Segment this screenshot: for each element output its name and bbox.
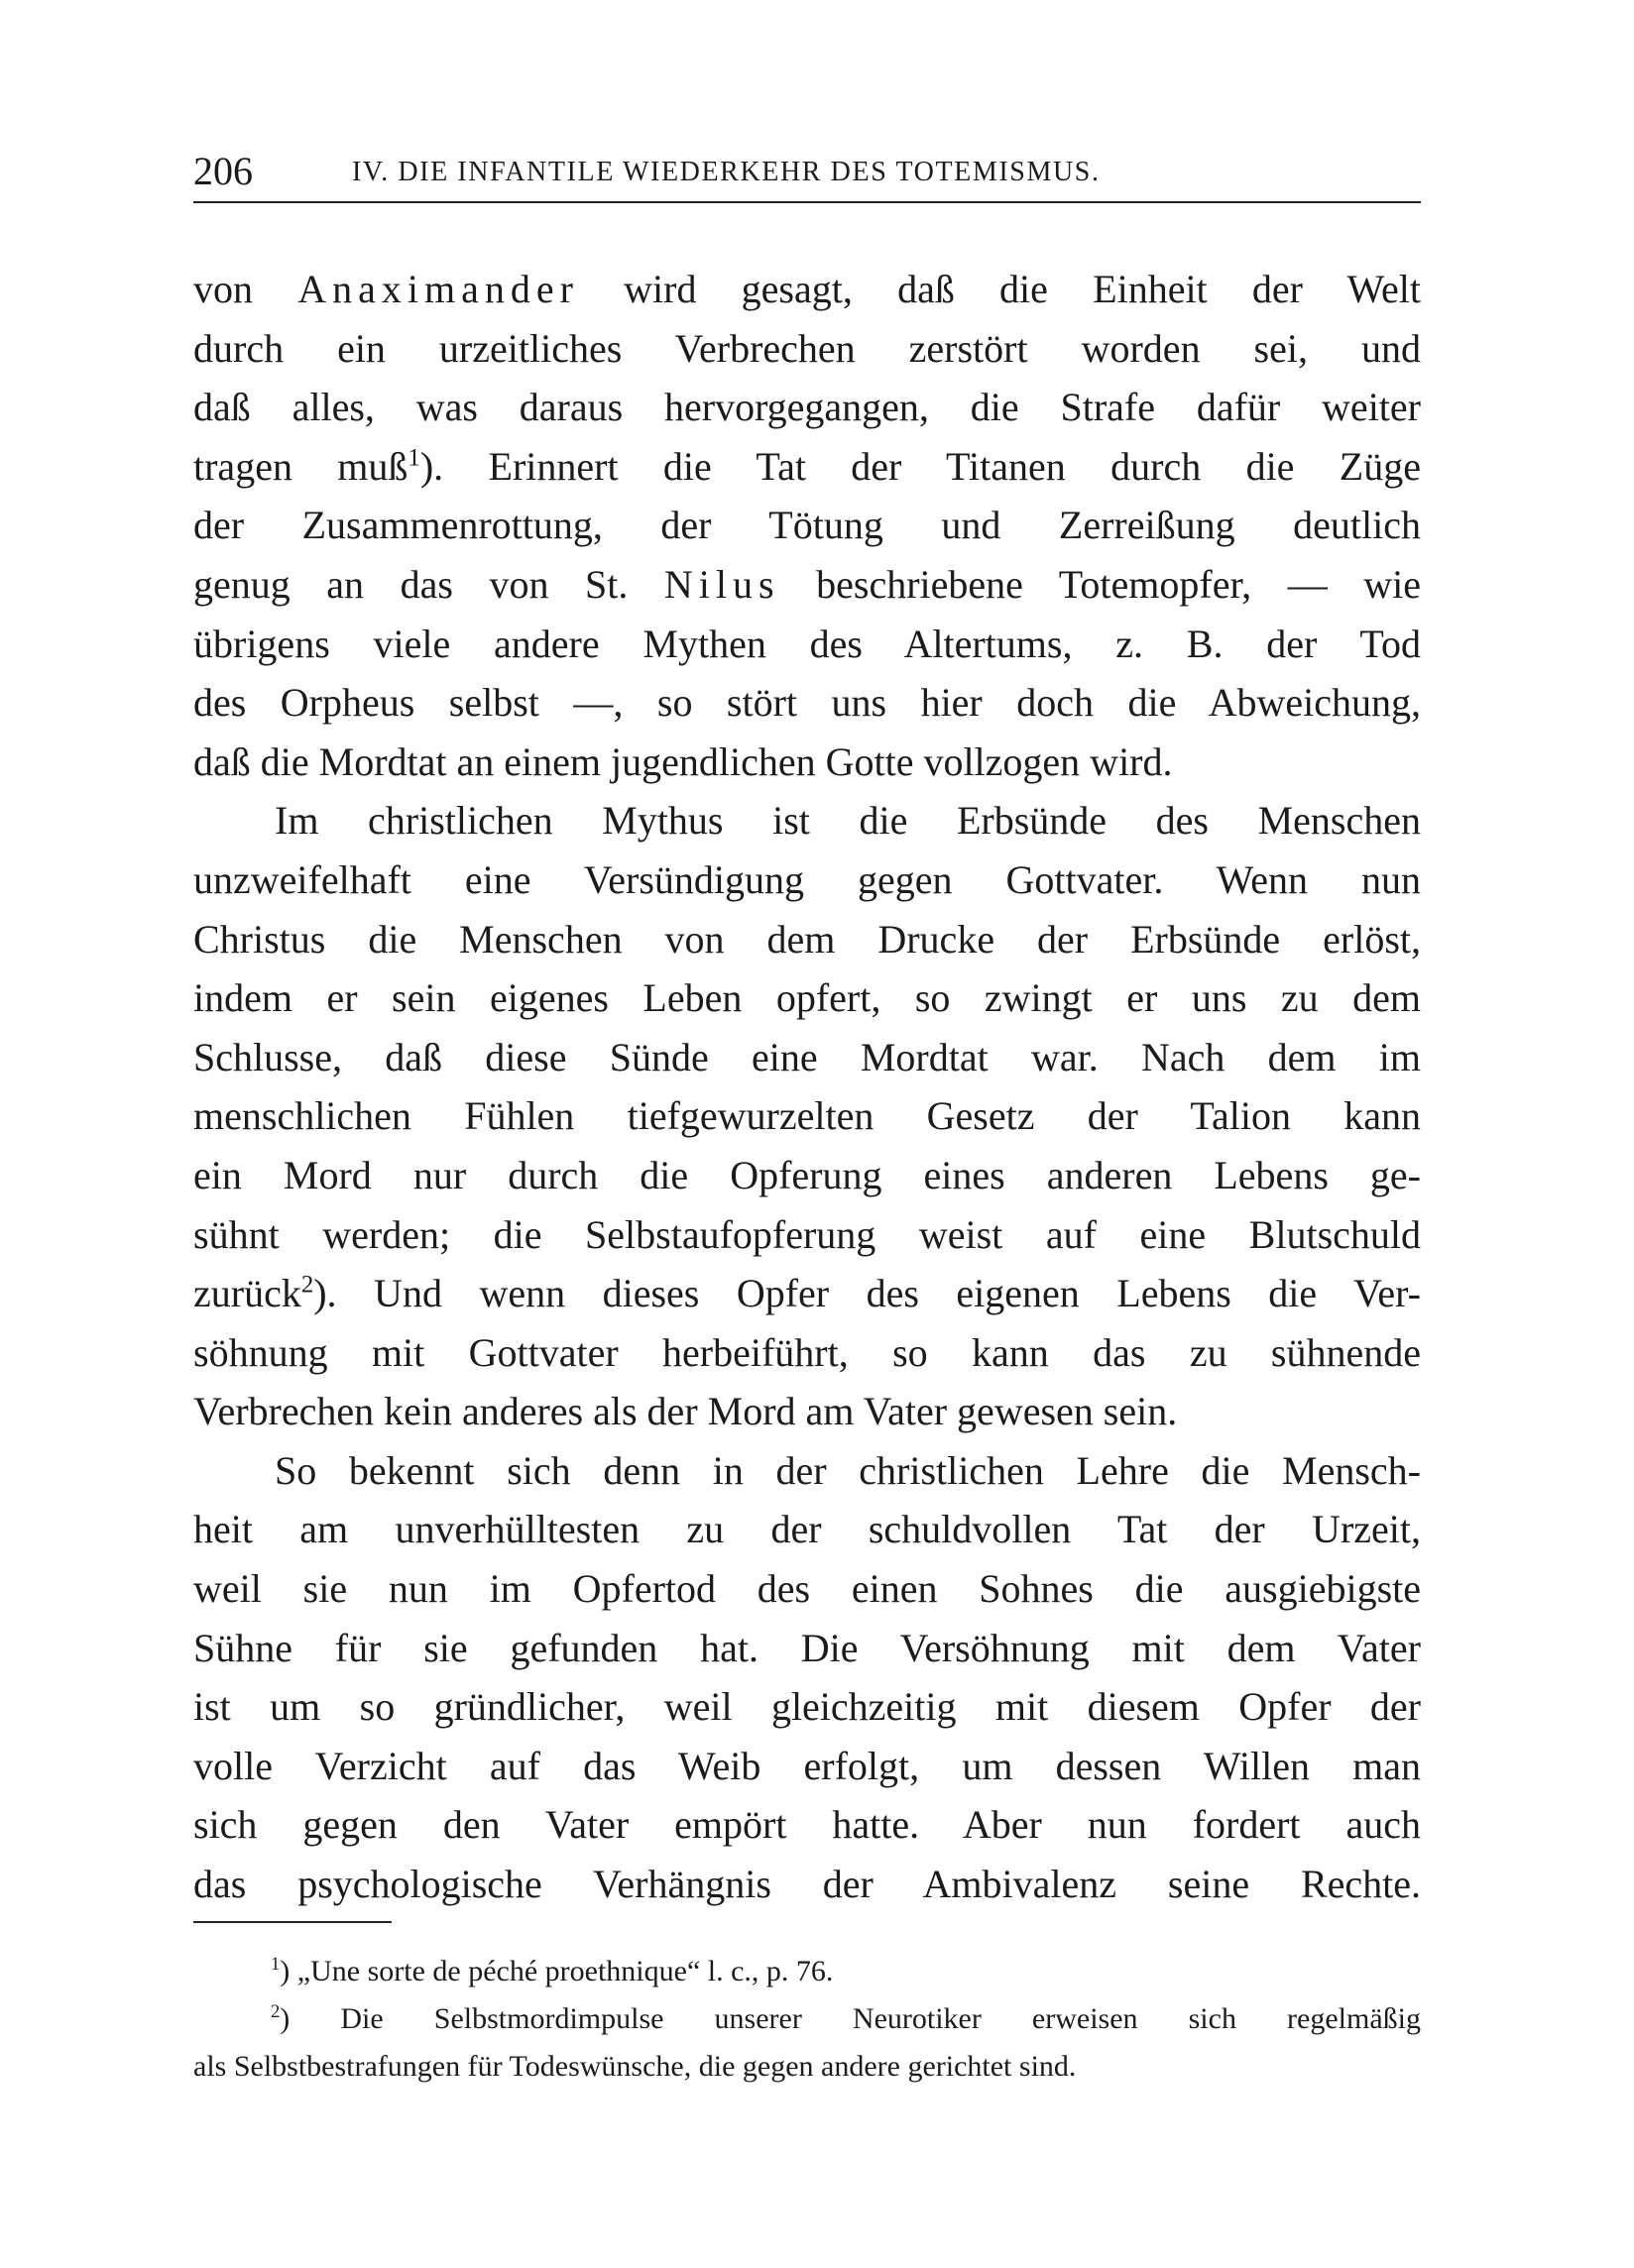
footnote-2: $^2$) Die Selbstmordimpulse unserer Neurotiker erweisen sich regelmäßig xyxy=(271,2001,1421,2035)
page-number: 206 xyxy=(193,149,253,193)
text-line: daß alles, was daraus hervorgegangen, die Strafe dafür weiter xyxy=(193,385,1421,430)
text-line: das psychologische Verhängnis der Ambivalenz seine Rechte. xyxy=(193,1862,1421,1907)
header-rule xyxy=(193,201,1421,203)
text-line: Christus die Menschen von dem Drucke der Erbsünde erlöst, xyxy=(193,916,1421,962)
footnote-2-continuation: als Selbstbestrafungen für Todeswünsche, die gegen andere gerichtet sind. xyxy=(193,2050,1077,2083)
text-line: sühnt werden; die Selbstaufopferung weist auf eine Blutschuld xyxy=(193,1211,1421,1257)
text-line: übrigens viele andere Mythen des Altertums, z. B. der Tod xyxy=(193,621,1421,666)
paragraph-start: So bekennt sich denn in der christlichen Lehre die Mensch- xyxy=(275,1447,1421,1493)
footnote-ref-2: 2 xyxy=(300,1271,314,1299)
text-line: volle Verzicht auf das Weib erfolgt, um dessen Willen man xyxy=(193,1743,1421,1788)
text-line: Verbrechen kein anderes als der Mord am Vater gewesen sein. xyxy=(193,1389,1178,1434)
text-line: genug an das von St. Nilus beschriebene Totemopfer, — wie xyxy=(193,561,1422,607)
paragraph-start: Im christlichen Mythus ist die Erbsünde des Menschen xyxy=(275,798,1421,844)
footnote-1: $^1$) „Une sorte de péché proethnique“ l. c., p. 76. xyxy=(271,1954,834,1987)
text-line: zurück$^2$). Und wenn dieses Opfer des eigenen Lebens die Ver- xyxy=(193,1271,1421,1316)
footnote-ref-1: 1 xyxy=(408,444,420,472)
text-line: sich gegen den Vater empört hatte. Aber nun fordert auch xyxy=(193,1802,1421,1848)
text-line: söhnung mit Gottvater herbeiführt, so kann das zu sühnende xyxy=(193,1329,1421,1375)
text-line: ist um so gründlicher, weil gleichzeitig mit diesem Opfer der xyxy=(193,1684,1421,1730)
spaced-name-anaximander: Anaximander xyxy=(297,267,579,311)
text-line: der Zusammenrottung, der Tötung und Zerreißung deutlich xyxy=(193,503,1421,548)
text-line: Sühne für sie gefunden hat. Die Versöhnung mit dem Vater xyxy=(193,1625,1421,1670)
footnote-rule xyxy=(193,1921,392,1923)
text-line: indem er sein eigenes Leben opfert, so zwingt er uns zu dem xyxy=(193,975,1421,1021)
footnote-marker-2: 2 xyxy=(271,2001,281,2022)
body-text xyxy=(193,260,1421,1914)
page-header xyxy=(193,147,1421,196)
text-line: weil sie nun im Opfertod des einen Sohnes die ausgiebigste xyxy=(193,1566,1421,1612)
text-line: durch ein urzeitliches Verbrechen zerstört worden sei, und xyxy=(193,325,1421,371)
text-line: menschlichen Fühlen tiefgewurzelten Gesetz der Talion kann xyxy=(193,1093,1421,1139)
text-line: ein Mord nur durch die Opferung eines anderen Lebens ge- xyxy=(193,1152,1421,1197)
text-line: unzweifelhaft eine Versündigung gegen Gottvater. Wenn nun xyxy=(193,856,1421,902)
text-line: tragen muß$^1$). Erinnert die Tat der Titanen durch die Züge xyxy=(193,443,1421,489)
footnotes xyxy=(193,1948,1421,2091)
footnote-marker-1: 1 xyxy=(271,1954,281,1975)
text-line: des Orpheus selbst —, so stört uns hier doch die Abweichung, xyxy=(193,680,1421,726)
text-line: von Anaximander wird gesagt, daß die Einheit der Welt xyxy=(193,267,1421,311)
text-line: Schlusse, daß diese Sünde eine Mordtat war. Nach dem im xyxy=(193,1034,1421,1079)
text-line: daß die Mordtat an einem jugendlichen Gotte vollzogen wird. xyxy=(193,738,1173,784)
spaced-name-nilus: Nilus xyxy=(663,561,780,607)
running-head: IV. DIE INFANTILE WIEDERKEHR DES TOTEMISMUS. xyxy=(352,157,1101,187)
text-line: heit am unverhülltesten zu der schuldvollen Tat der Urzeit, xyxy=(193,1507,1421,1552)
